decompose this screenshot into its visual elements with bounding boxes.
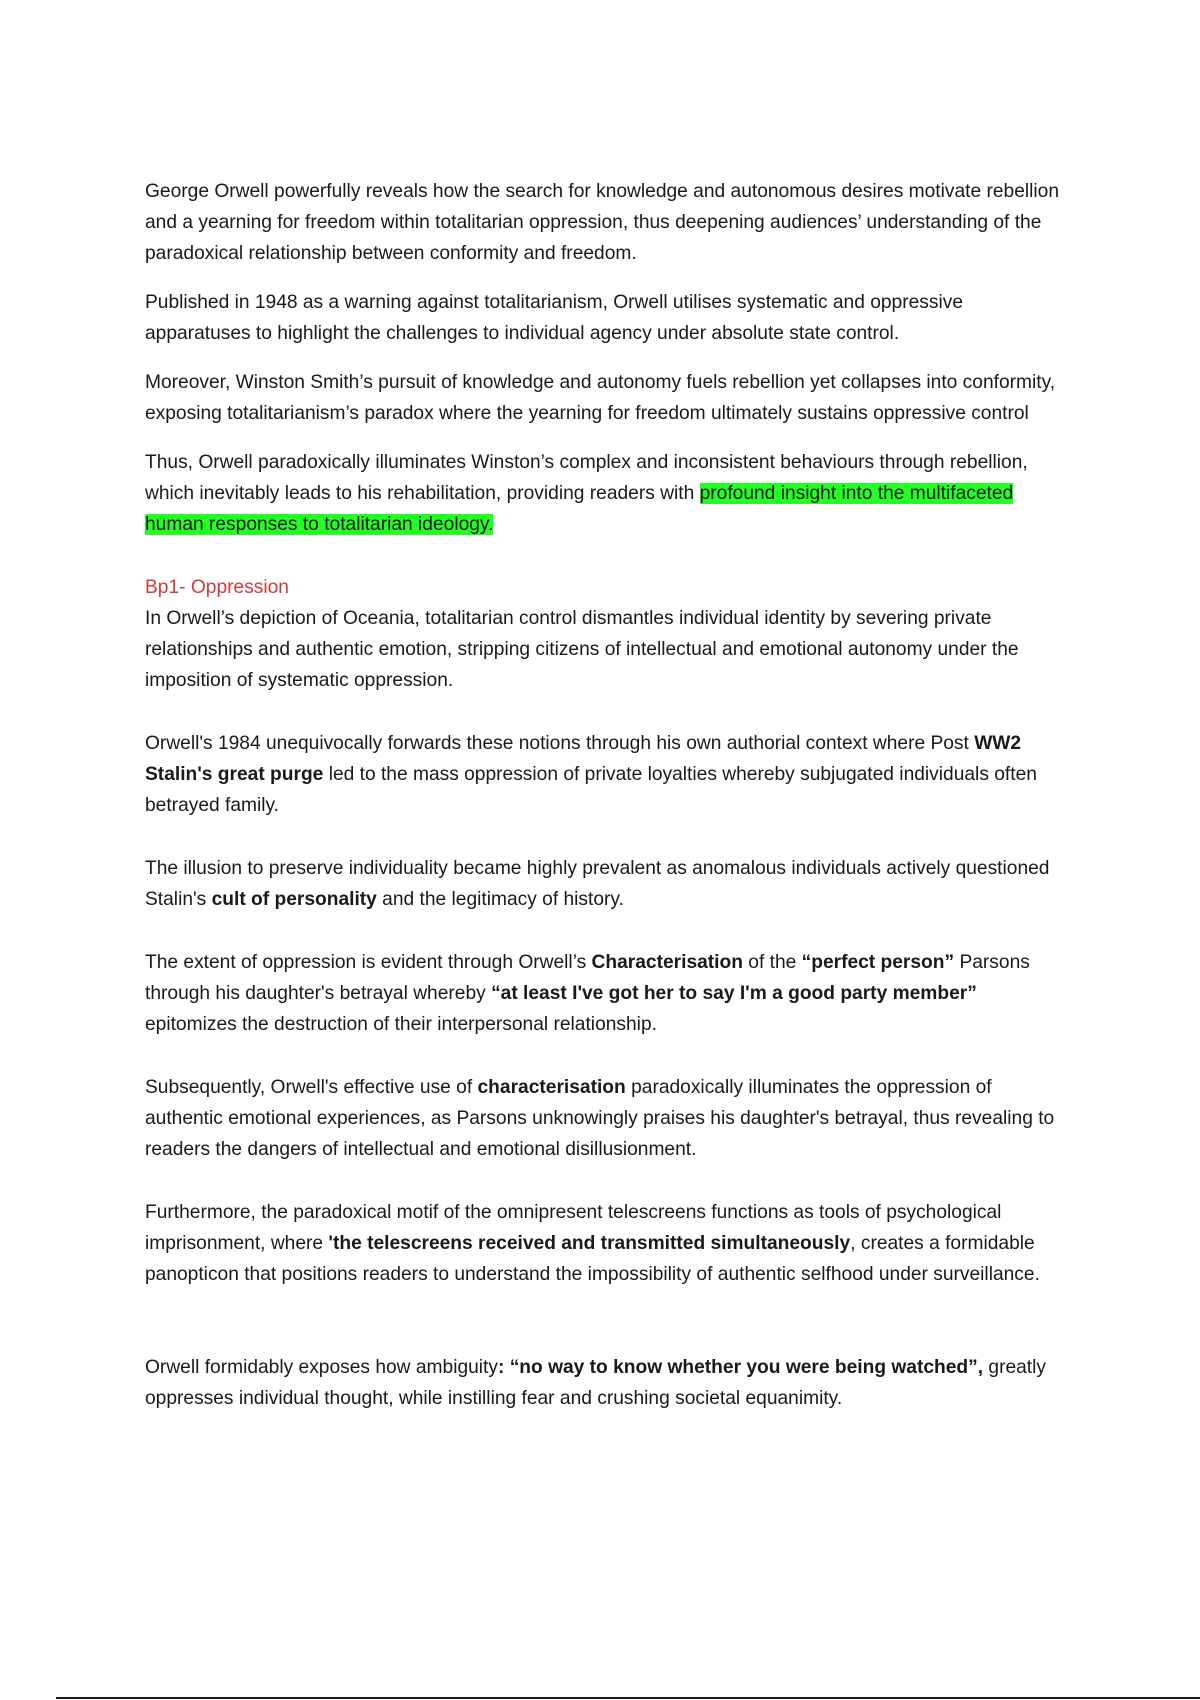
bp1-telescreens <box>145 1197 1065 1290</box>
bp1-illusion <box>145 853 1065 915</box>
bp1-analysis-technique: characterisation <box>477 1077 626 1098</box>
bp1-amb-quote: : “no way to know whether you were being watched”, <box>497 1357 984 1378</box>
bp1-analysis-a: Subsequently, Orwell's effective use of <box>145 1077 478 1098</box>
intro-thesis: George Orwell powerfully reveals how the search for knowledge and autonomous desires motivate rebellion and a yearning for freedom within totalitarian oppression, thus deepening audiences’ understanding of the paradoxical relationship between conformity and freedom. <box>145 181 1060 264</box>
bp1-char-g: epitomizes the destruction of their interpersonal relationship. <box>145 1014 657 1035</box>
bp1-tele-quote: 'the telescreens received and transmitted simultaneously <box>328 1233 851 1254</box>
bp1-char-quote1: “perfect person” <box>801 952 955 973</box>
bp1-tele-a: Furthermore, the paradoxical motif of the omnipresent telescreens functions as tools of psychological imprisonment, where <box>145 1202 1002 1254</box>
document-body <box>145 176 1065 1414</box>
highlighted-text: profound insight into the multifaceted human responses to totalitarian ideology. <box>145 483 1014 535</box>
bp1-analysis-c: paradoxically illuminates the oppression of authentic emotional experiences, as Parsons unknowingly praises his daughter's betrayal, thus revealing to readers the dangers of intellectual and emotional disillusionment. <box>145 1077 1055 1160</box>
bp1-amb-c: greatly oppresses individual thought, while instilling fear and crushing societal equanimity. <box>145 1357 1046 1409</box>
intro-conclusion <box>145 447 1065 540</box>
page-footer-rule <box>56 1697 1200 1699</box>
bp1-context-bold: WW2 Stalin's great purge <box>145 733 1022 785</box>
bp1-context-c: led to the mass oppression of private loyalties whereby subjugated individuals often betrayed family. <box>145 764 1037 816</box>
bp1-illusion-a: The illusion to preserve individuality became highly prevalent as anomalous individuals actively questioned Stalin's <box>145 858 1050 910</box>
intro-argument: Moreover, Winston Smith’s pursuit of knowledge and autonomy fuels rebellion yet collapses into conformity, exposing totalitarianism’s paradox where the yearning for freedom ultimately sustains oppressive control <box>145 372 1056 424</box>
bp1-char-c: of the <box>742 952 802 973</box>
bp1-illusion-c: and the legitimacy of history. <box>376 889 624 910</box>
bp1-topic-sentence: In Orwell’s depiction of Oceania, totalitarian control dismantles individual identity by severing private relationships and authentic emotion, stripping citizens of intellectual and emotional autonomy under the imposition of systematic oppression. <box>145 608 1019 691</box>
bp1-char-e: Parsons through his daughter's betrayal whereby <box>145 952 1030 1004</box>
intro-context: Published in 1948 as a warning against totalitarianism, Orwell utilises systematic and oppressive apparatuses to highlight the challenges to individual agency under absolute state control. <box>145 292 964 344</box>
bp1-context <box>145 728 1065 821</box>
section-heading-bp1: Bp1- Oppression <box>145 577 289 598</box>
bp1-context-a: Orwell's 1984 unequivocally forwards these notions through his own authorial context where Post <box>145 733 975 754</box>
bp1-analysis <box>145 1072 1065 1165</box>
bp1-illusion-bold: cult of personality <box>211 889 377 910</box>
bp1-ambiguity <box>145 1352 1065 1414</box>
bp1-tele-c: , creates a formidable panopticon that positions readers to understand the impossibility of authentic selfhood under surveillance. <box>145 1233 1040 1285</box>
bp1-char-quote2: “at least I've got her to say I'm a good party member” <box>491 983 977 1004</box>
bp1-char-technique: Characterisation <box>591 952 743 973</box>
bp1-char-a: The extent of oppression is evident through Orwell’s <box>145 952 592 973</box>
bp1-characterisation <box>145 947 1065 1040</box>
intro-conclusion-text: Thus, Orwell paradoxically illuminates Winston’s complex and inconsistent behaviours through rebellion, which inevitably leads to his rehabilitation, providing readers with <box>145 452 1028 504</box>
bp1-amb-a: Orwell formidably exposes how ambiguity <box>145 1357 498 1378</box>
